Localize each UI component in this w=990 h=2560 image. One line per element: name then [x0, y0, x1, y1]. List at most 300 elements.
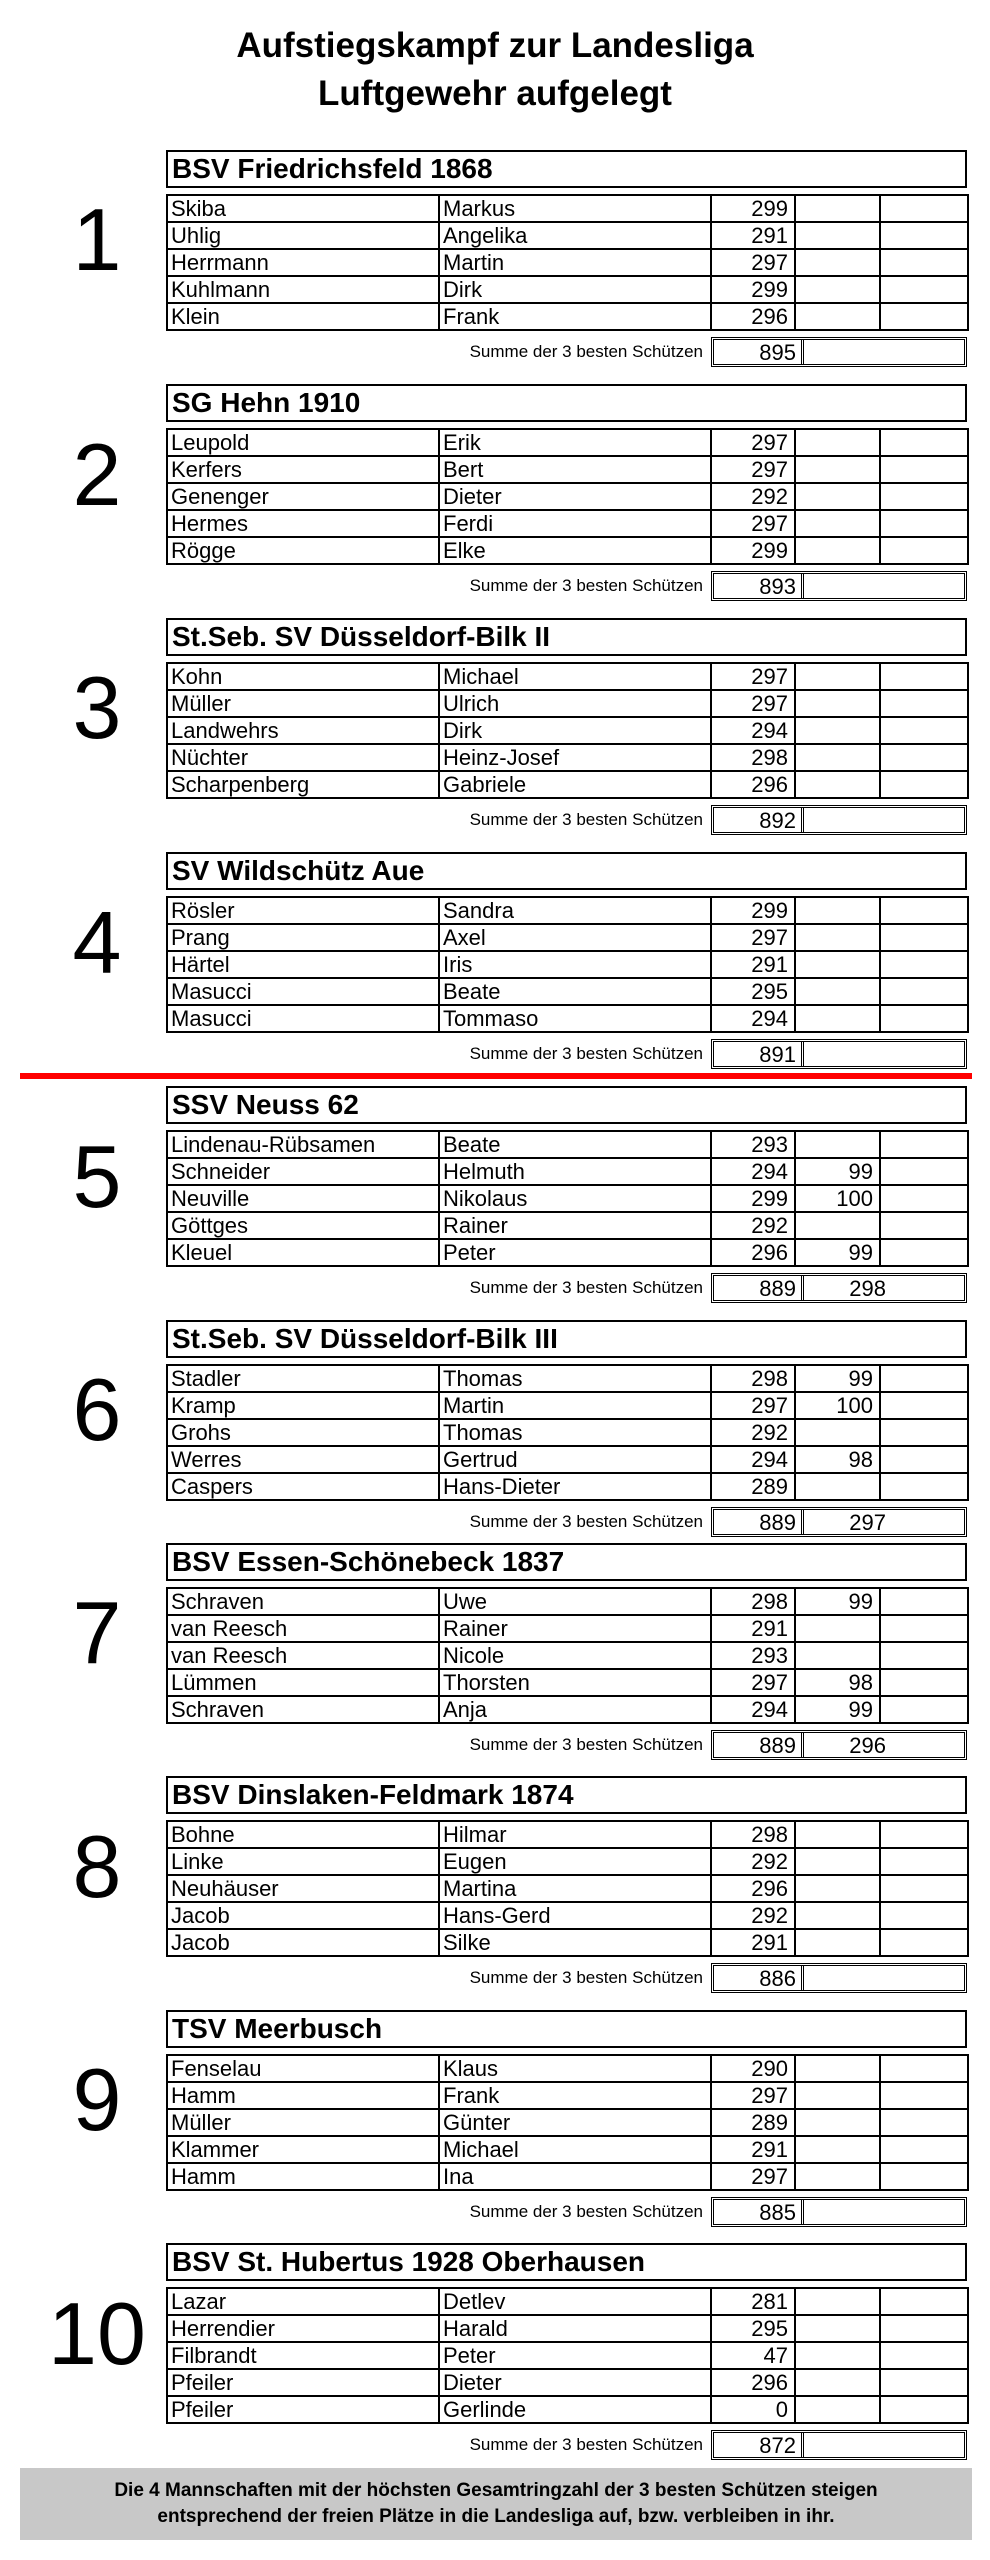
sum-box [711, 337, 967, 367]
sum-divider [801, 574, 804, 598]
table-row [167, 2342, 968, 2369]
shooter-extra-score [795, 771, 880, 798]
empty-cell [880, 897, 968, 924]
shooter-last-name: Schraven [167, 1588, 439, 1615]
shooter-last-name: Pfeiler [167, 2396, 439, 2423]
shooter-score: 297 [711, 429, 795, 456]
table-row [167, 2315, 968, 2342]
table-row [167, 2369, 968, 2396]
shooter-extra-score [795, 1902, 880, 1929]
shooter-first-name: Gertrud [439, 1446, 711, 1473]
team-name: BSV St. Hubertus 1928 Oberhausen [166, 2243, 967, 2281]
shooter-first-name: Tommaso [439, 1005, 711, 1032]
empty-cell [880, 1902, 968, 1929]
shooter-score: 297 [711, 249, 795, 276]
table-row [167, 897, 968, 924]
shooter-score: 294 [711, 1446, 795, 1473]
shooter-first-name: Michael [439, 2136, 711, 2163]
shooter-score: 293 [711, 1131, 795, 1158]
shooter-last-name: Leupold [167, 429, 439, 456]
team-sum-value: 891 [759, 1042, 796, 1067]
team-block [166, 2243, 967, 2462]
empty-cell [880, 1821, 968, 1848]
empty-cell [880, 1005, 968, 1032]
team-block [166, 852, 967, 1071]
shooter-score: 289 [711, 1473, 795, 1500]
shooter-first-name: Martin [439, 1392, 711, 1419]
shooter-score: 297 [711, 663, 795, 690]
shooter-last-name: Hamm [167, 2082, 439, 2109]
empty-cell [880, 1642, 968, 1669]
table-row [167, 924, 968, 951]
shooter-first-name: Detlev [439, 2288, 711, 2315]
team-sum-row [166, 337, 967, 369]
sum-label: Summe der 3 besten Schützen [469, 810, 703, 829]
shooter-last-name: Härtel [167, 951, 439, 978]
footer-note-line-2: entsprechend der freien Plätze in die Landesliga auf, bzw. verbleiben in ihr. [157, 2506, 835, 2527]
team-block [166, 1320, 967, 1539]
empty-cell [880, 690, 968, 717]
table-row [167, 663, 968, 690]
team-sum-row [166, 1730, 967, 1762]
table-row [167, 1588, 968, 1615]
shooter-last-name: Caspers [167, 1473, 439, 1500]
shooter-score: 297 [711, 1392, 795, 1419]
shooter-first-name: Anja [439, 1696, 711, 1723]
empty-cell [880, 771, 968, 798]
team-name: BSV Friedrichsfeld 1868 [166, 150, 967, 188]
shooter-first-name: Frank [439, 303, 711, 330]
shooter-score: 298 [711, 1365, 795, 1392]
table-row [167, 2082, 968, 2109]
table-row [167, 195, 968, 222]
shooter-last-name: Werres [167, 1446, 439, 1473]
shooter-score: 291 [711, 2136, 795, 2163]
shooter-last-name: Klein [167, 303, 439, 330]
team-tiebreak-value: 296 [849, 1733, 886, 1758]
page-title-line-1: Aufstiegskampf zur Landesliga [236, 26, 754, 65]
team-name: SV Wildschütz Aue [166, 852, 967, 890]
shooter-first-name: Martin [439, 249, 711, 276]
shooters-table [166, 1587, 969, 1724]
table-row [167, 717, 968, 744]
table-row [167, 1875, 968, 1902]
team-sum-value: 889 [759, 1733, 796, 1758]
empty-cell [880, 2396, 968, 2423]
shooter-last-name: Lindenau-Rübsamen [167, 1131, 439, 1158]
shooter-extra-score [795, 663, 880, 690]
shooter-last-name: Schraven [167, 1696, 439, 1723]
shooter-extra-score [795, 429, 880, 456]
shooter-extra-score [795, 951, 880, 978]
table-row [167, 2163, 968, 2190]
empty-cell [880, 483, 968, 510]
shooter-first-name: Dirk [439, 276, 711, 303]
rank-number: 10 [48, 2284, 146, 2383]
table-row [167, 222, 968, 249]
shooter-score: 296 [711, 1875, 795, 1902]
empty-cell [880, 1239, 968, 1266]
team-name: SSV Neuss 62 [166, 1086, 967, 1124]
shooter-score: 299 [711, 276, 795, 303]
empty-cell [880, 276, 968, 303]
rank-number: 5 [72, 1127, 122, 1226]
team-sum-value: 892 [759, 808, 796, 833]
page-title-line-2: Luftgewehr aufgelegt [318, 74, 672, 113]
shooter-score: 299 [711, 537, 795, 564]
shooter-first-name: Markus [439, 195, 711, 222]
empty-cell [880, 2315, 968, 2342]
shooter-score: 297 [711, 2163, 795, 2190]
team-name: St.Seb. SV Düsseldorf-Bilk III [166, 1320, 967, 1358]
shooter-last-name: Lümmen [167, 1669, 439, 1696]
shooter-last-name: Landwehrs [167, 717, 439, 744]
shooter-extra-score [795, 1419, 880, 1446]
shooter-first-name: Ina [439, 2163, 711, 2190]
team-name: TSV Meerbusch [166, 2010, 967, 2048]
shooter-score: 297 [711, 1669, 795, 1696]
shooter-last-name: Kleuel [167, 1239, 439, 1266]
table-row [167, 2136, 968, 2163]
table-row [167, 1446, 968, 1473]
rank-number: 6 [72, 1360, 122, 1459]
table-row [167, 1392, 968, 1419]
shooter-last-name: Bohne [167, 1821, 439, 1848]
team-block [166, 1086, 967, 1305]
team-name: SG Hehn 1910 [166, 384, 967, 422]
sum-divider [801, 2200, 804, 2224]
table-row [167, 2288, 968, 2315]
shooter-first-name: Rainer [439, 1615, 711, 1642]
sum-box [711, 1039, 967, 1069]
shooter-last-name: Scharpenberg [167, 771, 439, 798]
empty-cell [880, 2109, 968, 2136]
team-sum-row [166, 2197, 967, 2229]
table-row [167, 744, 968, 771]
shooter-extra-score [795, 1929, 880, 1956]
table-row [167, 1473, 968, 1500]
shooter-extra-score [795, 690, 880, 717]
shooter-first-name: Nikolaus [439, 1185, 711, 1212]
shooter-last-name: Jacob [167, 1902, 439, 1929]
shooter-score: 299 [711, 897, 795, 924]
shooter-last-name: Klammer [167, 2136, 439, 2163]
shooter-first-name: Frank [439, 2082, 711, 2109]
rank-number: 4 [72, 893, 122, 992]
shooter-score: 291 [711, 1615, 795, 1642]
shooters-table [166, 1130, 969, 1267]
team-tiebreak-value: 297 [849, 1510, 886, 1535]
table-row [167, 483, 968, 510]
sum-box [711, 1730, 967, 1760]
table-row [167, 1239, 968, 1266]
shooter-extra-score [795, 2055, 880, 2082]
team-sum-row [166, 2430, 967, 2462]
shooter-extra-score [795, 1615, 880, 1642]
empty-cell [880, 1185, 968, 1212]
table-row [167, 2396, 968, 2423]
shooter-extra-score [795, 897, 880, 924]
shooter-score: 299 [711, 1185, 795, 1212]
footer-note-line-1: Die 4 Mannschaften mit der höchsten Gesamtringzahl der 3 besten Schützen steigen [114, 2480, 878, 2501]
empty-cell [880, 1696, 968, 1723]
shooter-last-name: Jacob [167, 1929, 439, 1956]
table-row [167, 456, 968, 483]
shooter-last-name: Linke [167, 1848, 439, 1875]
shooter-extra-score [795, 510, 880, 537]
table-row [167, 978, 968, 1005]
empty-cell [880, 456, 968, 483]
shooter-score: 291 [711, 951, 795, 978]
shooter-extra-score [795, 2288, 880, 2315]
empty-cell [880, 1131, 968, 1158]
team-sum-row [166, 1039, 967, 1071]
shooter-first-name: Dieter [439, 2369, 711, 2396]
table-row [167, 276, 968, 303]
shooter-first-name: Erik [439, 429, 711, 456]
shooter-score: 289 [711, 2109, 795, 2136]
shooter-last-name: Kohn [167, 663, 439, 690]
empty-cell [880, 663, 968, 690]
team-name: St.Seb. SV Düsseldorf-Bilk II [166, 618, 967, 656]
sum-box [711, 1507, 967, 1537]
shooter-extra-score [795, 456, 880, 483]
team-block [166, 384, 967, 603]
shooter-score: 298 [711, 1588, 795, 1615]
shooter-first-name: Eugen [439, 1848, 711, 1875]
shooter-extra-score [795, 1131, 880, 1158]
shooter-score: 299 [711, 195, 795, 222]
empty-cell [880, 2082, 968, 2109]
empty-cell [880, 2136, 968, 2163]
sum-box [711, 1273, 967, 1303]
empty-cell [880, 1158, 968, 1185]
team-block [166, 150, 967, 369]
shooter-score: 297 [711, 690, 795, 717]
sum-label: Summe der 3 besten Schützen [469, 1278, 703, 1297]
table-row [167, 1615, 968, 1642]
table-row [167, 510, 968, 537]
shooters-table [166, 1820, 969, 1957]
shooter-score: 294 [711, 1158, 795, 1185]
shooter-extra-score [795, 537, 880, 564]
shooter-extra-score [795, 195, 880, 222]
shooter-extra-score [795, 1848, 880, 1875]
sum-label: Summe der 3 besten Schützen [469, 1735, 703, 1754]
shooter-extra-score [795, 276, 880, 303]
shooter-score: 291 [711, 1929, 795, 1956]
empty-cell [880, 1446, 968, 1473]
shooter-extra-score [795, 483, 880, 510]
empty-cell [880, 1848, 968, 1875]
empty-cell [880, 429, 968, 456]
empty-cell [880, 222, 968, 249]
shooter-first-name: Harald [439, 2315, 711, 2342]
empty-cell [880, 1392, 968, 1419]
shooter-first-name: Thomas [439, 1365, 711, 1392]
empty-cell [880, 951, 968, 978]
table-row [167, 1365, 968, 1392]
shooter-last-name: Müller [167, 2109, 439, 2136]
shooter-extra-score [795, 1212, 880, 1239]
table-row [167, 1185, 968, 1212]
empty-cell [880, 2369, 968, 2396]
shooter-first-name: Uwe [439, 1588, 711, 1615]
team-sum-row [166, 1507, 967, 1539]
shooter-extra-score [795, 1005, 880, 1032]
shooter-last-name: Kuhlmann [167, 276, 439, 303]
shooter-score: 292 [711, 1848, 795, 1875]
sum-divider [801, 1042, 804, 1066]
shooter-first-name: Klaus [439, 2055, 711, 2082]
shooter-first-name: Thorsten [439, 1669, 711, 1696]
table-row [167, 690, 968, 717]
shooter-first-name: Iris [439, 951, 711, 978]
shooter-extra-score: 99 [795, 1239, 880, 1266]
sum-divider [801, 2433, 804, 2457]
sum-box [711, 2430, 967, 2460]
shooter-last-name: Hermes [167, 510, 439, 537]
shooter-extra-score [795, 924, 880, 951]
shooter-first-name: Dieter [439, 483, 711, 510]
rank-number: 3 [72, 658, 122, 757]
shooter-first-name: Peter [439, 1239, 711, 1266]
shooter-score: 47 [711, 2342, 795, 2369]
shooter-extra-score [795, 744, 880, 771]
shooter-score: 292 [711, 1212, 795, 1239]
empty-cell [880, 1365, 968, 1392]
shooter-score: 292 [711, 1419, 795, 1446]
shooter-last-name: Skiba [167, 195, 439, 222]
promotion-cutoff-line [20, 1073, 972, 1079]
table-row [167, 1821, 968, 1848]
shooter-score: 297 [711, 456, 795, 483]
shooter-extra-score: 98 [795, 1446, 880, 1473]
empty-cell [880, 1669, 968, 1696]
empty-cell [880, 744, 968, 771]
shooter-extra-score: 100 [795, 1392, 880, 1419]
shooter-score: 297 [711, 924, 795, 951]
table-row [167, 303, 968, 330]
shooter-last-name: Herrmann [167, 249, 439, 276]
empty-cell [880, 1929, 968, 1956]
shooter-last-name: Neuville [167, 1185, 439, 1212]
empty-cell [880, 1419, 968, 1446]
table-row [167, 771, 968, 798]
shooter-last-name: Schneider [167, 1158, 439, 1185]
rank-number: 2 [72, 425, 122, 524]
table-row [167, 1212, 968, 1239]
table-row [167, 429, 968, 456]
empty-cell [880, 717, 968, 744]
shooter-extra-score [795, 2136, 880, 2163]
team-block [166, 1543, 967, 1762]
empty-cell [880, 1875, 968, 1902]
shooter-score: 292 [711, 483, 795, 510]
shooter-extra-score [795, 2109, 880, 2136]
team-block [166, 2010, 967, 2229]
shooter-first-name: Gabriele [439, 771, 711, 798]
team-sum-row [166, 805, 967, 837]
team-sum-value: 872 [759, 2433, 796, 2458]
sum-box [711, 1963, 967, 1993]
sum-divider [801, 1966, 804, 1990]
shooter-extra-score [795, 2342, 880, 2369]
shooter-last-name: Fenselau [167, 2055, 439, 2082]
team-sum-row [166, 571, 967, 603]
shooter-score: 297 [711, 2082, 795, 2109]
sum-label: Summe der 3 besten Schützen [469, 342, 703, 361]
shooter-last-name: Uhlig [167, 222, 439, 249]
shooter-last-name: Nüchter [167, 744, 439, 771]
table-row [167, 951, 968, 978]
shooter-score: 298 [711, 1821, 795, 1848]
shooter-first-name: Angelika [439, 222, 711, 249]
shooter-score: 296 [711, 771, 795, 798]
shooters-table [166, 194, 969, 331]
shooter-first-name: Helmuth [439, 1158, 711, 1185]
shooter-extra-score [795, 1875, 880, 1902]
table-row [167, 2055, 968, 2082]
empty-cell [880, 924, 968, 951]
shooter-extra-score [795, 249, 880, 276]
table-row [167, 537, 968, 564]
shooters-table [166, 428, 969, 565]
shooter-last-name: van Reesch [167, 1615, 439, 1642]
shooter-score: 295 [711, 2315, 795, 2342]
table-row [167, 1696, 968, 1723]
shooter-first-name: Ulrich [439, 690, 711, 717]
empty-cell [880, 195, 968, 222]
shooter-first-name: Beate [439, 1131, 711, 1158]
shooter-extra-score [795, 222, 880, 249]
table-row [167, 1669, 968, 1696]
table-row [167, 1005, 968, 1032]
shooter-first-name: Nicole [439, 1642, 711, 1669]
shooter-last-name: Kerfers [167, 456, 439, 483]
team-sum-value: 889 [759, 1510, 796, 1535]
shooter-extra-score [795, 1473, 880, 1500]
shooter-score: 281 [711, 2288, 795, 2315]
shooter-last-name: Müller [167, 690, 439, 717]
empty-cell [880, 2342, 968, 2369]
shooter-extra-score: 99 [795, 1158, 880, 1185]
table-row [167, 1848, 968, 1875]
shooter-first-name: Peter [439, 2342, 711, 2369]
table-row [167, 2109, 968, 2136]
team-sum-value: 885 [759, 2200, 796, 2225]
shooter-last-name: Pfeiler [167, 2369, 439, 2396]
shooter-last-name: Rösler [167, 897, 439, 924]
shooter-first-name: Rainer [439, 1212, 711, 1239]
empty-cell [880, 2055, 968, 2082]
shooter-extra-score [795, 2315, 880, 2342]
shooter-score: 290 [711, 2055, 795, 2082]
shooter-extra-score: 99 [795, 1696, 880, 1723]
shooter-last-name: Masucci [167, 978, 439, 1005]
shooter-first-name: Hans-Dieter [439, 1473, 711, 1500]
shooter-score: 296 [711, 303, 795, 330]
team-tiebreak-value: 298 [849, 1276, 886, 1301]
empty-cell [880, 978, 968, 1005]
empty-cell [880, 1615, 968, 1642]
shooter-first-name: Hilmar [439, 1821, 711, 1848]
shooter-first-name: Martina [439, 1875, 711, 1902]
footer-note [20, 2468, 972, 2540]
shooter-extra-score: 99 [795, 1365, 880, 1392]
empty-cell [880, 537, 968, 564]
table-row [167, 249, 968, 276]
